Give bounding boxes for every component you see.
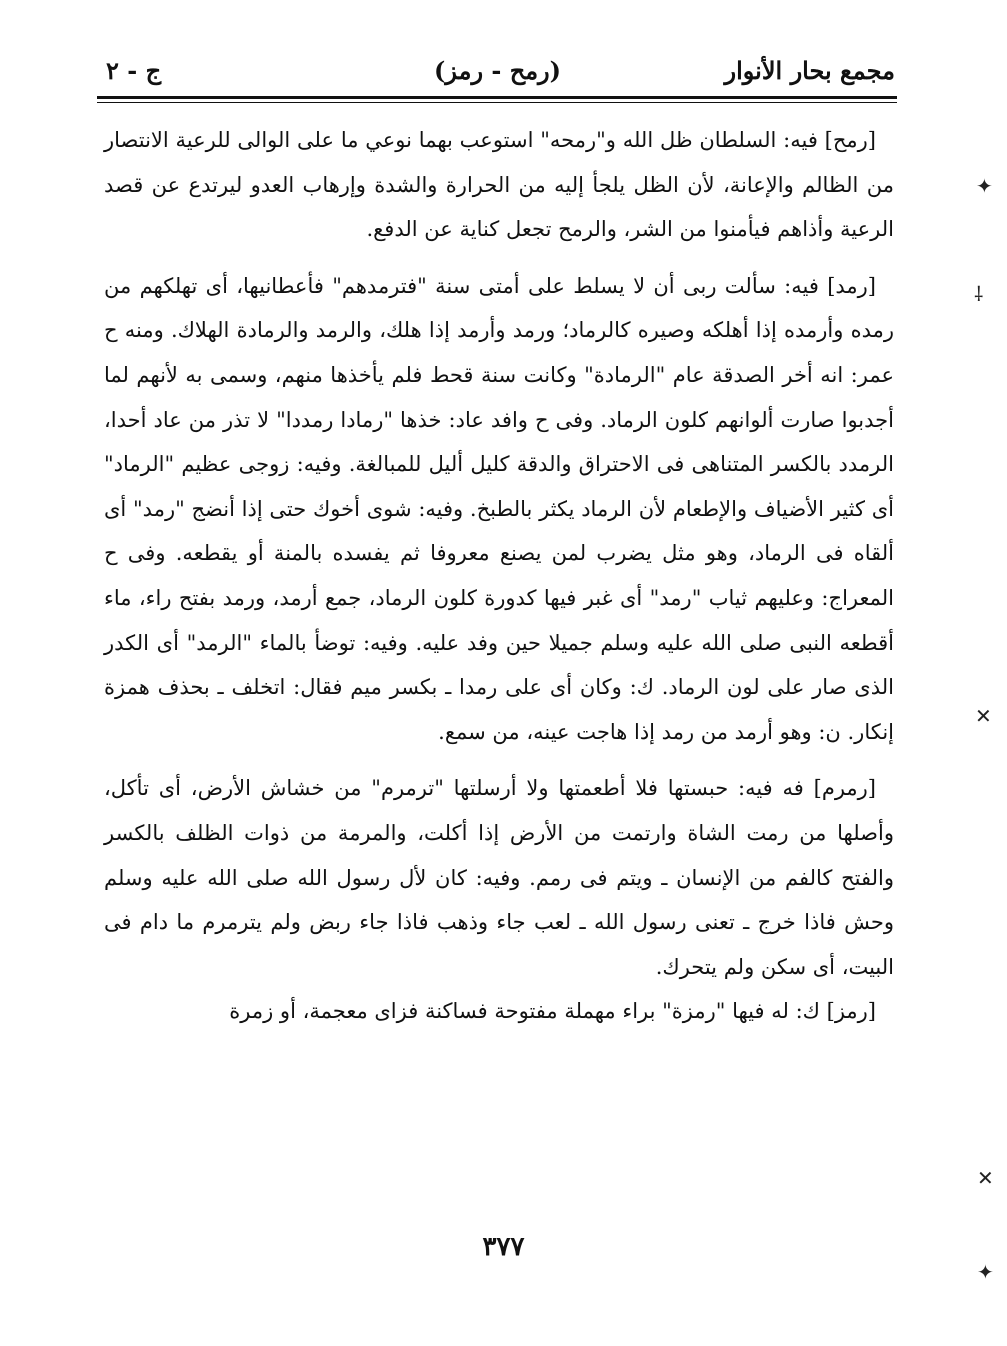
entry-paragraph-ramz: [رمز] ك: له فيها "رمزة" براء مهملة مفتوحة فساكنة فزاى معجمة، أو زمرة (229, 999, 876, 1024)
margin-mark-icon: ⸸ (974, 282, 984, 306)
margin-mark-icon: ✦ (976, 174, 993, 198)
margin-mark-icon: ✦ (977, 1260, 994, 1284)
volume-label: ج - ٢ (106, 56, 162, 85)
entry-paragraph-ramad: [رمد] فيه: سألت ربى أن لا يسلط على أمتى سنة "فترمدهم" فأعطانيها، أى تهلكهم من رمده وأرمده إذا أهلكه وصيره كالرماد؛ ورمد وأرمد إذا هلك، والرمد والرمادة الهلاك. ومنه ح عمر: انه أخر الصدقة عام "الرمادة" وكانت سنة قحط فلم يأخذها منهم، وسمى به لأنهم لما أجدبوا صارت ألوانهم كلون الرماد. وفى ح وافد عاد: خذها "رمادا رمددا" لا تذر من عاد أحدا، الرمدد بالكسر المتناهى فى الاحتراق والدقة كليل أليل للمبالغة. وفيه: زوجى عظيم "الرماد" أى كثير الأضياف والإطعام لأن الرماد يكثر بالطبخ. وفيه: شوى أخوك حتى إذا أنضج "رمد" أى ألقاه فى الرماد، وهو مثل يضرب لمن يصنع معروفا ثم يفسده بالمنة أو يقطعه. وفى ح المعراج: وعليهم ثياب "رمد" أى غبر فيها كدورة كلون الرماد، جمع أرمد، ورمد بفتح راء، ماء أقطعه النبى صلى الله عليه وسلم جميلا حين وفد عليه. وفيه: توضأ بالماء "الرمد" أى الكدر الذى صار على لون الرماد. ك: وكان أى على رمدا ـ بكسر ميم فقال: اتخلف ـ بحذف همزة إنكار. ن: وهو أرمد من رمد إذا هاجت عينه، من سمع. (104, 273, 895, 744)
header-rule-thick (97, 96, 897, 99)
margin-mark-icon: ✕ (975, 704, 992, 728)
book-title: مجمع بحار الأنوار (724, 56, 895, 85)
running-header (100, 52, 895, 92)
entry-paragraph-ramh: [رمح] فيه: السلطان ظل الله و"رمحه" استوعب بهما نوعي ما على الوالى للرعية الانتصار من الظالم والإعانة، لأن الظل يلجأ إليه من الحرارة والشدة وإرهاب العدو ليرتدع عن قصد الرعية وأذاهم فيأمنوا من الشر، والرمح تجعل كناية عن الدفع. (104, 128, 894, 242)
header-rule-thin (97, 102, 897, 103)
page-number: ٣٧٧ (482, 1232, 525, 1262)
entry-range: (رمح - رمز) (433, 56, 562, 85)
margin-mark-icon: ✕ (977, 1166, 994, 1190)
entry-paragraph-ramram: [رمرم] فه فيه: حبستها فلا أطعمتها ولا أرسلتها "ترمرم" من خشاش الأرض، أى تأكل، وأصلها من رمت الشاة وارتمت من الأرض إذا أكلت، والمرمة من ذوات الظلف بالكسر والفتح كالفم من الإنسان ـ ويتم فى رمم. وفيه: كان لأل رسول الله صلى الله عليه وسلم وحش فاذا خرج ـ تعنى رسول الله ـ لعب جاء وذهب فاذا جاء ربض ولم يترمرم ما دام فى البيت، أى سكن ولم يتحرك. (104, 776, 894, 979)
main-text (104, 118, 894, 1034)
